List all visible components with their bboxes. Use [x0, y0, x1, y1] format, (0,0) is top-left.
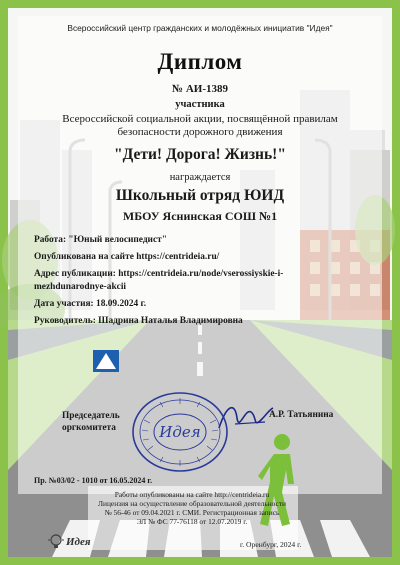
diploma-number: № АИ-1389 [172, 83, 228, 95]
chairman-role-line1: Председатель [62, 411, 120, 421]
pub-line2: Лицензия на осуществление образовательной деятельности [98, 498, 286, 508]
city-year: г. Оренбург, 2024 г. [240, 540, 302, 549]
pub-line1: Работы опубликованы на сайте http://centrideia.ru [114, 490, 270, 499]
participation-date: Дата участия: 18.09.2024 г. [34, 298, 147, 309]
chairman-role [62, 410, 120, 434]
stamp-word: Идея [159, 423, 201, 441]
pub-line4: ЭЛ № ФС 77-76118 от 12.07.2019 г. [136, 516, 248, 526]
publication-address: Адрес публикации: https://centrideia.ru/node/vserossiyskie-i-mezhdunarodnye-akcii [34, 269, 284, 292]
diploma-title: Диплом [157, 49, 243, 74]
work-title: Работа: "Юный велосипедист" [34, 235, 167, 245]
supervisor: Руководитель: Шадрина Наталья Владимировна [34, 315, 243, 326]
organization-stamp [130, 390, 230, 474]
chairman-role-line2: оргкомитета [62, 423, 116, 433]
chairman-name: А.Р. Татьянина [269, 410, 334, 420]
publication-info [92, 491, 292, 527]
participant-label: участника [175, 99, 225, 110]
pub-line3: № 56-46 от 09.04.2021 г. СМИ. Регистрационная запись [104, 507, 280, 517]
school-name: МБОУ Яснинская СОШ №1 [122, 209, 278, 223]
awarded-label: награждается [169, 172, 231, 183]
organization-header: Всероссийский центр гражданских и молодёжных инициатив "Идея" [67, 23, 333, 33]
recipient-name: Школьный отряд ЮИД [115, 187, 285, 204]
published-site: Опубликована на сайте https://centrideia.ru/ [34, 252, 220, 262]
brand-lightbulb-icon [48, 534, 64, 550]
brand-name: Идея [66, 536, 91, 548]
order-number: Пр. №03/02 - 1010 от 16.05.2024 г. [34, 476, 153, 485]
event-description: Всероссийской социальной акции, посвящённой правилам безопасности дорожного движения [62, 113, 338, 138]
campaign-name: "Дети! Дорога! Жизнь!" [114, 146, 286, 163]
details-block [34, 234, 334, 332]
